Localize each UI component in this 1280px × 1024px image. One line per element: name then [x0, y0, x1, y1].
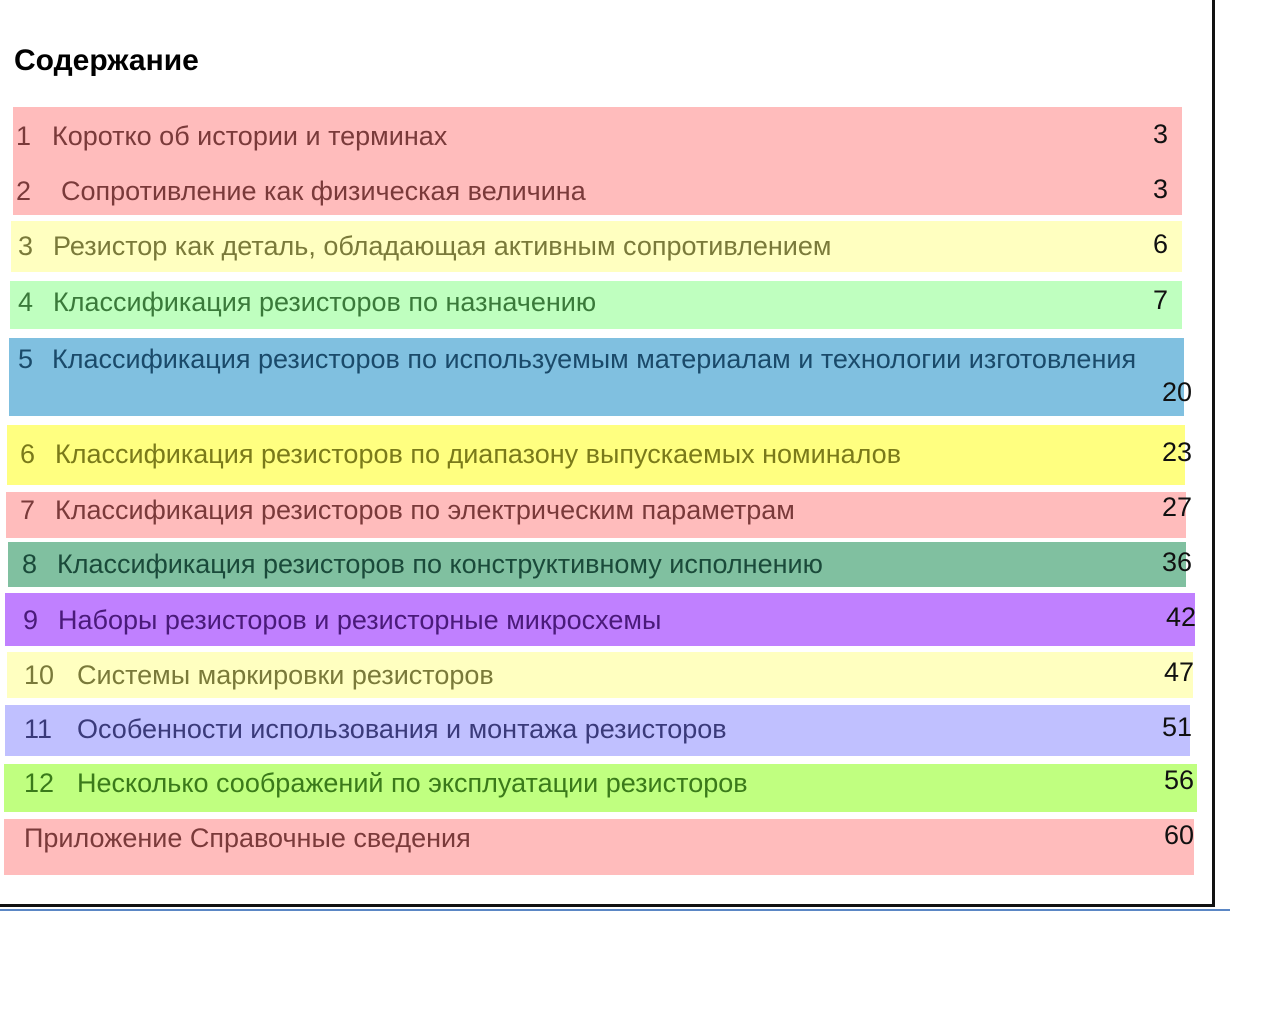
toc-entry-page: 60 [1163, 820, 1194, 850]
toc-entry[interactable] [18, 340, 1143, 378]
toc-entry[interactable] [18, 230, 831, 262]
toc-entry-number: 6 [20, 439, 36, 469]
toc-entry-page: 27 [1161, 492, 1192, 522]
toc-entry-number: 9 [23, 605, 39, 635]
toc-entry-number: 10 [24, 660, 55, 690]
toc-entry[interactable] [16, 175, 586, 207]
toc-entry-label: Классификация резисторов по используемым материалам и технологии изготовления [52, 344, 1137, 374]
toc-entry-label: Классификация резисторов по назначению [53, 287, 597, 317]
toc-entry-label: Классификация резисторов по диапазону выпускаемых номиналов [55, 439, 902, 469]
toc-entry-page: 20 [1161, 377, 1192, 407]
toc-entry-number: 12 [24, 768, 55, 798]
toc-entry-label: Сопротивление как физическая величина [61, 176, 586, 206]
toc-entry[interactable] [20, 438, 901, 470]
toc-entry[interactable] [24, 659, 494, 691]
toc-entry[interactable] [16, 120, 447, 152]
toc-entry-page: 23 [1161, 437, 1192, 467]
toc-entry-label: Коротко об истории и терминах [52, 121, 448, 151]
toc-entry-label: Приложение Справочные сведения [24, 823, 471, 853]
toc-entry-page: 42 [1165, 602, 1196, 632]
toc-entry-page: 6 [1152, 229, 1168, 259]
toc-entry-label: Наборы резисторов и резисторные микросхемы [58, 605, 662, 635]
toc-entry-label: Резистор как деталь, обладающая активным сопротивлением [53, 231, 832, 261]
toc-entry-number: 4 [18, 287, 34, 317]
toc-title: Содержание [14, 44, 199, 77]
toc-entry-number: 5 [18, 344, 34, 374]
toc-entry-label: Системы маркировки резисторов [77, 660, 494, 690]
toc-entry[interactable] [24, 767, 748, 799]
toc-entry[interactable] [23, 604, 661, 636]
toc-entry-page: 47 [1163, 657, 1194, 687]
toc-entry-page: 7 [1152, 285, 1168, 315]
toc-entry-label: Несколько соображений по эксплуатации резисторов [77, 768, 748, 798]
toc-entry-number: 7 [20, 495, 36, 525]
toc-entry[interactable] [22, 548, 823, 580]
toc-entry-label: Классификация резисторов по конструктивному исполнению [57, 549, 823, 579]
toc-entry[interactable] [24, 822, 471, 854]
toc-entry-page: 3 [1152, 119, 1168, 149]
toc-entry-page: 56 [1163, 765, 1194, 795]
toc-entry-number: 2 [16, 176, 32, 206]
page-bottom-rule [0, 909, 1230, 911]
toc-entry-number: 11 [24, 714, 53, 744]
toc-entry[interactable] [18, 286, 596, 318]
toc-entry-label: Классификация резисторов по электрическим параметрам [55, 495, 795, 525]
toc-entry[interactable] [20, 494, 795, 526]
toc-entry-label: Особенности использования и монтажа резисторов [77, 714, 727, 744]
toc-entry-number: 3 [18, 231, 34, 261]
toc-entry-number: 1 [16, 121, 32, 151]
toc-entry-page: 36 [1161, 547, 1192, 577]
toc-entry-page: 51 [1161, 712, 1192, 742]
toc-entry-number: 8 [22, 549, 38, 579]
toc-entry[interactable] [24, 713, 727, 745]
toc-entry-page: 3 [1152, 174, 1168, 204]
